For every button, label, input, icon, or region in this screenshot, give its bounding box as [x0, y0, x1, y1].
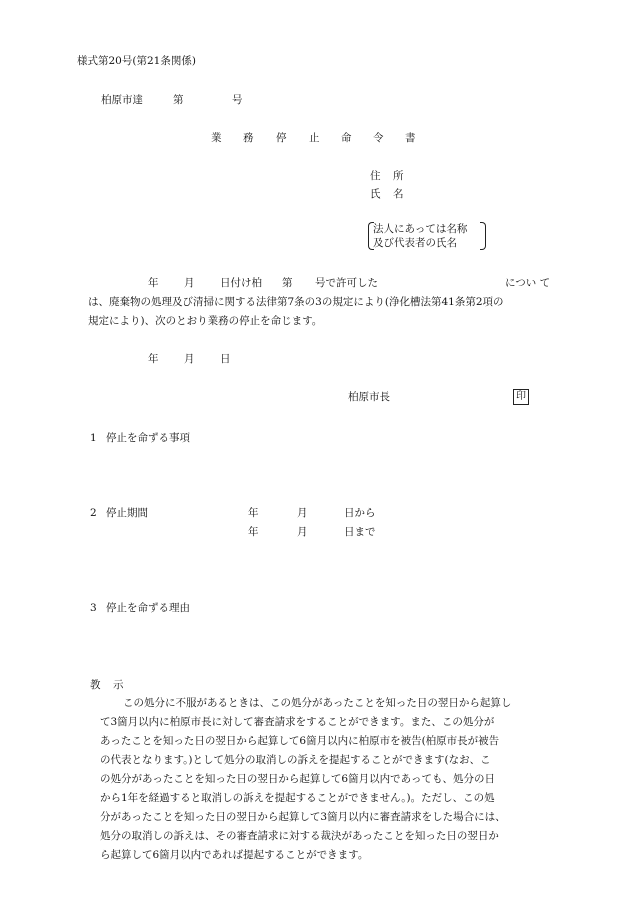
period-from-tsuki: 月 [297, 507, 308, 519]
notice-line: て3箇月以内に柏原市長に対して審査請求をすることができます。また、この処分が [100, 716, 495, 728]
doc-number-go: 号 [232, 94, 243, 106]
body-hizuke: 日付け柏 [220, 277, 262, 289]
name-label: 名 [393, 188, 404, 200]
period-from-suffix: 日から [344, 507, 376, 519]
notice-heading-char: 示 [113, 679, 124, 691]
body-line2: は、廃棄物の処理及び清掃に関する法律第7条の3の規定により(浄化槽法第41条第2項の [88, 296, 504, 308]
title-char: 令 [373, 132, 384, 144]
corporate-note-line1: 法人にあっては名称 [373, 223, 468, 235]
doc-number-dai: 第 [173, 94, 184, 106]
date-tsuki: 月 [184, 353, 195, 365]
body-go-permit: 号で許可した [315, 277, 378, 289]
body-tsuite: につい て [505, 277, 551, 289]
name-label: 氏 [370, 188, 381, 200]
notice-line: の代表となります。)として処分の取消しの訴えを提起することができます(なお、こ [100, 754, 491, 766]
title-char: 止 [309, 132, 320, 144]
title-char: 停 [276, 132, 287, 144]
date-nen: 年 [148, 353, 159, 365]
corporate-note-line2: 及び代表者の氏名 [373, 237, 457, 249]
address-label: 住 [370, 170, 381, 182]
date-hi: 日 [220, 353, 231, 365]
item-label: 停止を命ずる理由 [106, 602, 190, 614]
seal-stamp: 印 [513, 389, 529, 405]
title-char: 命 [341, 132, 352, 144]
mayor-signature: 柏原市長 [348, 391, 390, 403]
item-number: 3 [90, 602, 97, 614]
period-to-tsuki: 月 [297, 526, 308, 538]
body-tsuki: 月 [184, 277, 195, 289]
item-number: 2 [90, 507, 97, 519]
right-bracket [480, 222, 486, 250]
notice-line: 分があったことを知った日の翌日から起算して3箇月以内に審査請求をした場合には、 [100, 811, 506, 823]
period-from-nen: 年 [248, 507, 259, 519]
title-char: 務 [243, 132, 254, 144]
notice-line: ら起算して6箇月以内であれば提起することができます。 [100, 849, 369, 861]
notice-heading-char: 教 [90, 679, 101, 691]
form-number: 様式第20号(第21条関係) [77, 55, 196, 67]
period-to-suffix: 日まで [344, 526, 376, 538]
title-char: 書 [405, 132, 416, 144]
body-line3: 規定により)、次のとおり業務の停止を命じます。 [88, 315, 323, 327]
notice-line: あったことを知った日の翌日から起算して6箇月以内に柏原市を被告(柏原市長が被告 [100, 735, 500, 747]
body-dai: 第 [282, 277, 293, 289]
notice-line: 処分の取消しの訴えは、その審査請求に対する裁決があったことを知った日の翌日か [100, 830, 499, 842]
title-char: 業 [211, 132, 222, 144]
doc-number-prefix: 柏原市達 [101, 94, 143, 106]
item-label: 停止を命ずる事項 [106, 432, 190, 444]
notice-line: から1年を経過すると取消しの訴えを提起することができません。)。ただし、この処 [100, 792, 495, 804]
item-label: 停止期間 [106, 507, 148, 519]
notice-line: この処分に不服があるときは、この処分があったことを知った日の翌日から起算し [123, 697, 512, 709]
notice-line: の処分があったことを知った日の翌日から起算して6箇月以内であっても、処分の日 [100, 773, 495, 785]
body-nen: 年 [148, 277, 159, 289]
item-number: 1 [90, 432, 97, 444]
address-label: 所 [393, 170, 404, 182]
period-to-nen: 年 [248, 526, 259, 538]
